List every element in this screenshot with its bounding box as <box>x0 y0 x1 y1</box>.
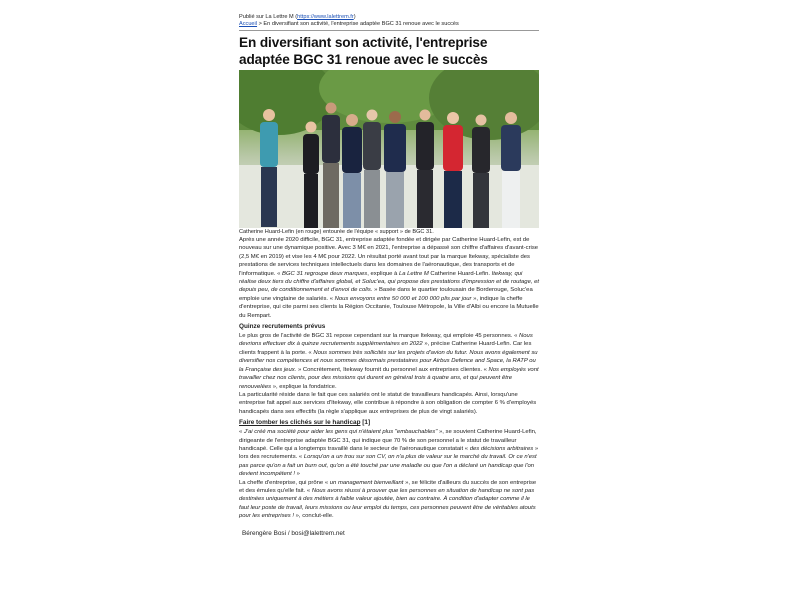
paragraph-intro: Après une année 2020 difficile, BGC 31, entreprise adaptée fondée et dirigée par Catherine Huard-Lefin, est de nouveau sur une dynamique positive. Avec 3 M€ en 2021, l'entreprise a dépassé son chiffre d'affaires d'avant-crise (2,5 M€ en 2019) et vise les 4 M€ pour 2022. Un résultat porté avant tout par la marque Itekway, spécialiste des prestations de services techniques intellectuels dans les domaines de l'aéronautique, des transports et de l'informatique. « BGC 31 regroupe deux marques, explique à La Lettre M Catherine Huard-Lefin. Itekway, qui réalise deux tiers du chiffre d'affaires global, et Soluc'ea, qui propose des prestations d'impression et de routage, et depuis peu, de conditionnement et d'envoi de colis. » Basée dans le quartier toulousain de Borderouge, Soluc'ea emploie une vingtaine de salariés. « Nous envoyons entre 50 000 et 100 000 plis par jour », indique la cheffe d'entreprise, qui cite parmi ses clients la Région Occitanie, Toulouse Métropole, la Ville d'Albi ou encore la Mutuelle du Rempart. <box>239 237 540 319</box>
article-page <box>239 14 541 537</box>
source-link[interactable]: https://www.lalettrem.fr <box>297 14 354 20</box>
paragraph-cliches: « J'ai créé ma société pour aider les gens qui n'étaient plus "embauchables" », se souvient Catherine Huard-Lefin, dirigeante de l'entreprise adaptée BGC 31, qui indique que 70 % de son personnel a le statut de travailleur handicapé. Celle qui a longtemps travaillé dans le secteur de l'aéronautique constatait « des décisions arbitraires » lors des recrutements. « Lorsqu'on a un trou sur son CV, on n'a plus de valeur sur le marché du travail. Or ce n'est pas parce qu'on a fait un burn out, qu'on a été touché par une maladie ou que l'on a déclaré un handicap que l'on devient incompétent ! » <box>239 429 539 478</box>
article-title <box>239 34 541 68</box>
title-line-2: adaptée BGC 31 renoue avec le succès <box>239 52 488 67</box>
subheading-recrutements: Quinze recrutements prévus <box>239 323 326 331</box>
person-9 <box>472 115 490 229</box>
person-3 <box>322 103 340 229</box>
footnote-ref: [1] <box>360 419 371 427</box>
published-line <box>239 14 541 21</box>
subheading-cliches <box>239 419 541 427</box>
published-prefix: Publié sur La Lettre M ( <box>239 14 298 20</box>
photo-caption: Catherine Huard-Lefin (en rouge) entourée de l'équipe « support » de BGC 31. <box>239 229 434 235</box>
person-1 <box>260 109 278 227</box>
paragraph-management: La cheffe d'entreprise, qui prône « un management bienveillant », se félicite d'ailleurs du succès de son entreprise et des émules qu'elle fait. « Nous avons réussi à prouver que les personnes en situation de handicap ne sont pas destinées uniquement à des métiers à faible valeur ajoutée, bien au contraire. À condition d'adapter comme il le faut leur poste de travail, leurs missions ou leur emploi du temps, ces personnes peuvent être de véritables atouts pour les entreprises ! », conclut-elle. <box>239 479 537 520</box>
header-divider <box>239 30 539 31</box>
team-photo <box>239 70 539 228</box>
person-5 <box>363 110 381 229</box>
person-7 <box>416 110 434 229</box>
person-6 <box>384 111 406 228</box>
person-2 <box>303 122 319 229</box>
paragraph-particularite: La particularité réside dans le fait que ces salariés ont le statut de travailleurs handicapés. Ainsi, lorsqu'une entreprise fait appel aux services d'Itekway, elle contribue à répondre à son obligation de compter 6 % d'employés handicapés dans ses effectifs (la règle s'applique aux entreprises de plus de vingt salariés). <box>239 391 537 415</box>
person-10 <box>501 112 521 228</box>
published-suffix: ) <box>353 14 356 20</box>
person-4 <box>342 114 362 228</box>
team-photo-illustration <box>239 70 539 228</box>
breadcrumb-home-link[interactable]: Accueil <box>239 21 258 27</box>
breadcrumb <box>239 21 541 28</box>
subheading-cliches-text: Faire tomber les clichés sur le handicap <box>239 419 361 427</box>
person-8 <box>443 112 463 228</box>
author-signature: Bérengère Bosi / bosi@lalettrem.net <box>242 529 345 537</box>
title-line-1: En diversifiant son activité, l'entreprise <box>239 35 488 50</box>
paragraph-itekway: Le plus gros de l'activité de BGC 31 repose cependant sur la marque Itekway, qui emploie 45 personnes. « Nous devrions effectuer dix à quinze recrutements supplémentaires en 2022 », précise Catherine Huard-Lefin. Car les clients frappent à la porte. « Nous sommes très sollicités sur les projets d'avion du futur. Nous avons également su diversifier nos compétences et nous sommes désormais prestataires pour Airbus Defence and Space, la RATP ou la Française des jeux. » Concrètement, Itekway fournit du personnel aux entreprises clientes. « Nos employés vont travailler chez nos clients, pour des missions qui durent en général trois à quatre ans, et qui peuvent être renouvelées », explique la fondatrice. <box>239 333 539 390</box>
breadcrumb-current: > En diversifiant son activité, l'entreprise adaptée BGC 31 renoue avec le succès <box>257 21 459 27</box>
